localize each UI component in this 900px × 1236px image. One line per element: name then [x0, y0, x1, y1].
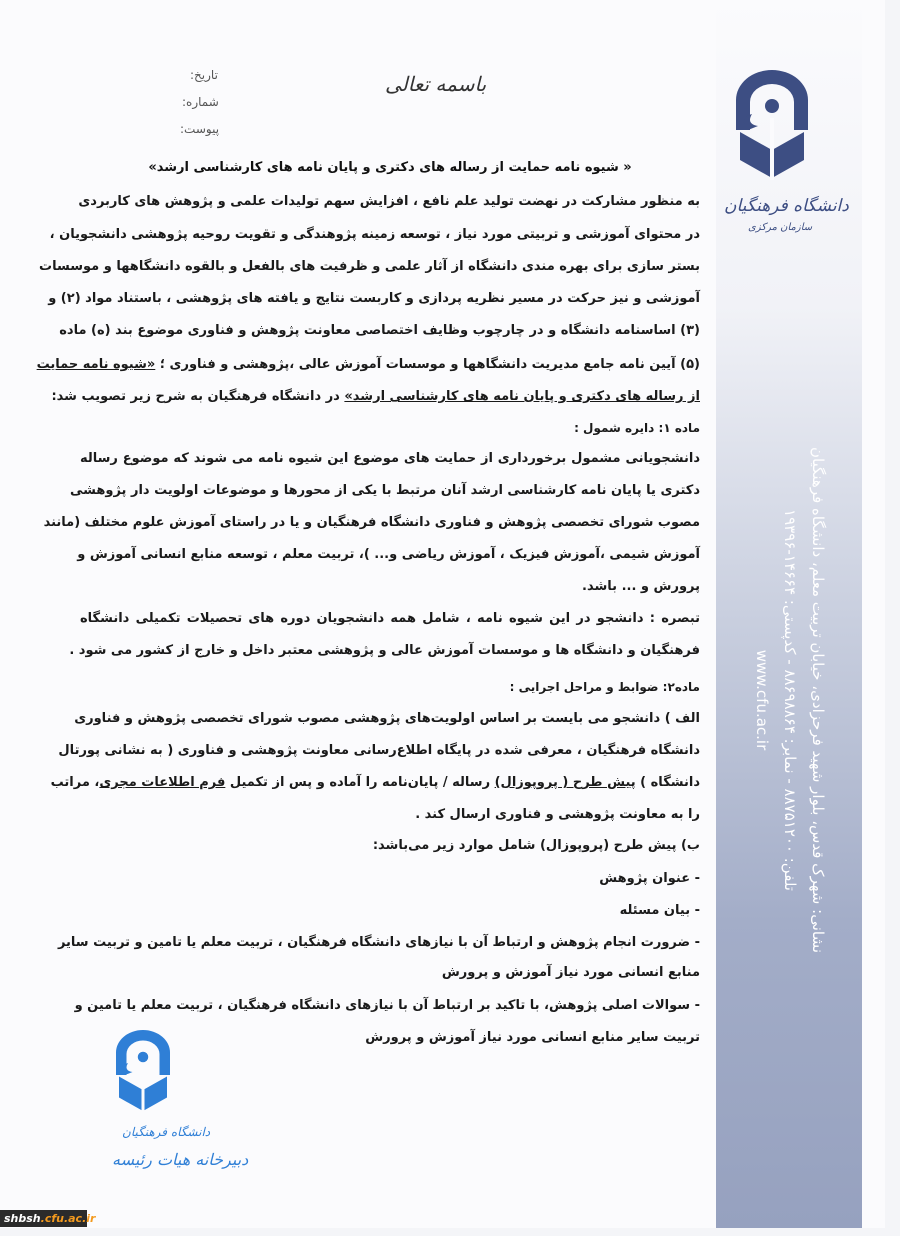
- website-link[interactable]: www.cfu.ac.ir: [753, 649, 771, 751]
- body-line: در محتوای آموزشی و تربیتی مورد نیاز ، توسعه زمینه پژوهندگی و تقویت روحیه پژوهشی دانشجویان ،: [49, 227, 700, 242]
- body-line: (۳) اساسنامه دانشگاه و در چارچوب وظایف اختصاصی معاونت پژوهش و فناوری موضوع بند (ه) ماده: [59, 323, 700, 338]
- watermark-part2: .cfu.ac.ir: [40, 1212, 96, 1225]
- stamp-line1: دانشگاه فرهنگیان: [122, 1125, 211, 1139]
- body-line: آموزش شیمی ،آموزش فیزیک ، آموزش ریاضی و... )، تربیت معلم ، توسعه منابع انسانی آموزش و: [77, 547, 700, 562]
- body-line: [36, 355, 700, 375]
- body-line: ب) پیش طرح (پروپوزال) شامل موارد زیر می‌باشد:: [372, 838, 700, 853]
- document-title: « شیوه نامه حمایت از رساله های دکتری و پایان نامه های کارشناسی ارشد»: [148, 160, 632, 175]
- note-line: [80, 609, 700, 629]
- body-line: فرهنگیان و دانشگاه ها و موسسات آموزش عالی و پژوهشی معتبر داخل و خارج از کشور می شود .: [69, 643, 700, 658]
- article1-heading: ماده ۱: دایره شمول :: [574, 421, 700, 435]
- body-text: ، مراتب: [50, 775, 100, 790]
- body-line: [51, 387, 700, 407]
- university-logo-icon: [728, 70, 816, 190]
- address-text: نشانی: شهرک قدس، بلوار شهید فرحزادی، خیابان تربیت معلم، دانشگاه فرهنگیان: [809, 447, 827, 953]
- body-line: دانشگاه فرهنگیان ، معرفی شده در پایگاه اطلاع‌رسانی معاونت پژوهشی و فناوری ( به نشانی پورتال: [58, 743, 700, 758]
- list-item: تربیت سایر منابع انسانی مورد نیاز آموزش و پرورش: [365, 1030, 700, 1045]
- date-label: تاریخ:: [190, 68, 218, 82]
- list-item: - بیان مسئله: [619, 903, 700, 918]
- body-text: دانشگاه ): [635, 775, 700, 790]
- body-line: مصوب شورای تخصصی پژوهش و فناوری دانشگاه فرهنگیان و یا در راستای آموزش علوم مختلف (مانند: [43, 515, 700, 530]
- body-line: را به معاونت پژوهشی و فناوری ارسال کند .: [415, 807, 700, 822]
- attachment-label: پیوست:: [180, 122, 220, 136]
- body-text: (۵) آیین نامه جامع مدیریت دانشگاهها و موسسات آموزش عالی ،پژوهشی و فناوری ؛: [155, 357, 700, 372]
- body-line: دکتری یا پایان نامه کارشناسی ارشد آنان مرتبط با یکی از محورها و موضوعات اولویت دار پژوهشی: [70, 483, 700, 498]
- body-line: به منظور مشارکت در نهضت تولید علم نافع ، افزایش سهم تولیدات علمی و پژوهش های کاربردی: [78, 194, 700, 209]
- body-line: پرورش و ... باشد.: [582, 579, 700, 594]
- body-text: رساله / پایان‌نامه را آماده و پس از تکمیل: [225, 775, 495, 790]
- stamp-logo-icon: [108, 1030, 178, 1120]
- stamp-line2: دبیرخانه هیات رئیسه: [112, 1150, 249, 1169]
- list-item: - عنوان پژوهش: [599, 871, 700, 886]
- body-line: آموزشی و نیز حرکت در مسیر نظریه پردازی و کاربست نتایج و یافته های پژوهشی ، باستناد مواد (۲) و: [48, 291, 700, 306]
- letterhead-contact: [748, 440, 832, 960]
- underlined-term: فرم اطلاعات مجری: [99, 775, 226, 790]
- underlined-term: پیش طرح ( پروپوزال): [494, 775, 636, 790]
- university-name: دانشگاه فرهنگیان: [724, 196, 849, 216]
- watermark-part1: shbsh: [4, 1212, 41, 1225]
- list-item: - ضرورت انجام پژوهش و ارتباط آن با نیازهای دانشگاه فرهنگیان ، تربیت معلم یا تامین و تربیت سایر: [57, 935, 700, 950]
- basmala: باسمه تعالی: [385, 72, 487, 96]
- university-subtitle: سازمان مرکزی: [748, 222, 813, 233]
- underlined-title: از رساله های دکتری و پایان نامه های کارشناسی ارشد»: [344, 389, 700, 404]
- body-text: در دانشگاه فرهنگیان به شرح زیر تصویب شد:: [51, 389, 345, 404]
- body-line: الف ) دانشجو می بایست بر اساس اولویت‌های پژوهشی مصوب شورای تخصصی پژوهش و فناوری: [74, 711, 700, 726]
- body-line: [50, 773, 700, 793]
- list-item: منابع انسانی مورد نیاز آموزش و پرورش: [441, 965, 700, 980]
- watermark: [0, 1210, 96, 1227]
- contact-text: تلفن: ۸۸۷۵۱۲۰۰ - نمابر: ۸۸۶۹۸۸۶۴ - کدپستی: ۱۴۶۶۴-۱۹۳۹۶: [781, 509, 799, 891]
- list-item: - سوالات اصلی پژوهش، با تاکید بر ارتباط آن با نیازهای دانشگاه فرهنگیان ، تربیت معلم یا تامین و: [74, 998, 700, 1013]
- body-line: دانشجویانی مشمول برخورداری از حمایت های موضوع این شیوه نامه می شوند که موضوع رساله: [80, 451, 700, 466]
- body-text: دانشجو در این شیوه نامه ، شامل همه دانشجویان دوره های تحصیلات تکمیلی دانشگاه: [80, 611, 650, 626]
- note-label: تبصره :: [649, 611, 701, 626]
- article2-heading: ماده۲: ضوابط و مراحل اجرایی :: [509, 680, 700, 694]
- body-line: بستر سازی برای بهره مندی دانشگاه از آثار علمی و ظرفیت های بالفعل و بالقوه دانشگاهها و موسسات: [39, 259, 700, 274]
- number-label: شماره:: [182, 95, 219, 109]
- underlined-title: «شیوه نامه حمایت: [36, 357, 156, 372]
